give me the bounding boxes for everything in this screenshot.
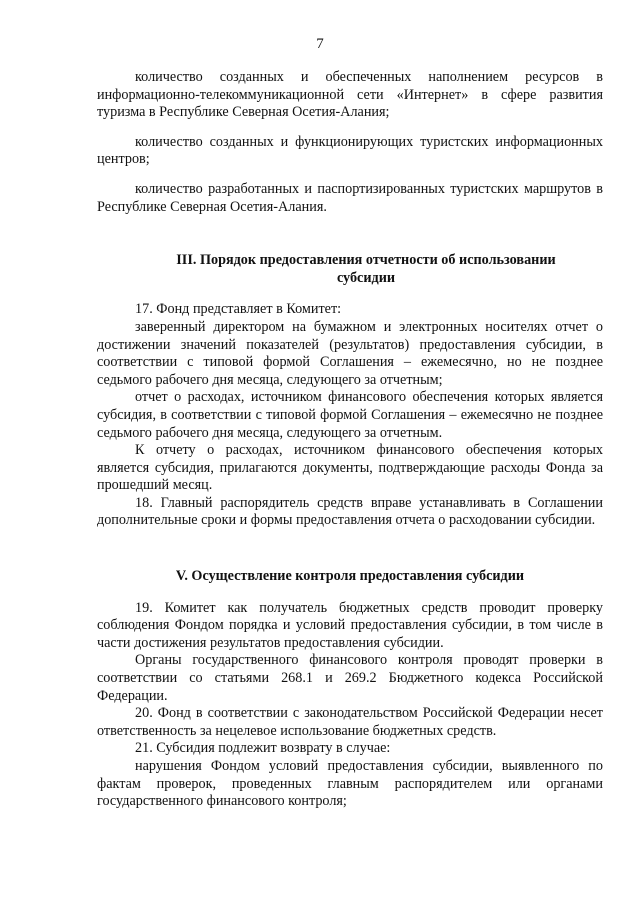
section-heading-wrap <box>97 252 603 287</box>
paragraph: 21. Субсидия подлежит возврату в случае: <box>135 740 391 757</box>
paragraph: количество созданных и функционирующих туристских информационных центров; <box>97 133 603 168</box>
document-body <box>97 69 603 811</box>
paragraph: 17. Фонд представляет в Комитет: <box>135 301 342 318</box>
paragraph: нарушения Фондом условий предоставления субсидии, выявленного по фактам проверок, проведенных главным распорядителем или органами государственного финансового контроля; <box>97 758 603 810</box>
paragraph: отчет о расходах, источником финансового обеспечения которых является субсидия, в соответствии с типовой формой Соглашения – ежемесячно не позднее седьмого рабочего дня месяца, следующего за отчетным. <box>97 389 603 441</box>
section-heading-3: III. Порядок предоставления отчетности об использовании субсидии <box>176 252 556 286</box>
section-heading-5: V. Осуществление контроля предоставления субсидии <box>175 568 525 585</box>
paragraph: 20. Фонд в соответствии с законодательством Российской Федерации несет ответственность за нецелевое использование бюджетных средств. <box>97 705 603 739</box>
paragraph: 19. Комитет как получатель бюджетных средств проводит проверку соблюдения Фондом порядка и условий предоставления субсидии, в том числе в части достижения результатов предоставления субсидии. <box>97 599 603 651</box>
paragraph: 18. Главный распорядитель средств вправе устанавливать в Соглашении дополнительные сроки и формы предоставления отчета о расходовании субсидии. <box>97 494 603 529</box>
paragraph: заверенный директором на бумажном и электронных носителях отчет о достижении значений показателей (результатов) предоставления субсидии, в соответствии с типовой формой Соглашения – ежемесячно, но не позднее седьмого рабочего дня месяца, следующего за отчетным; <box>97 318 603 388</box>
page-number: 7 <box>316 36 324 52</box>
paragraph: количество разработанных и паспортизированных туристских маршрутов в Республике Северная Осетия-Алания. <box>97 180 603 215</box>
paragraph: К отчету о расходах, источником финансового обеспечения которых является субсидия, прилагаются документы, подтверждающие расходы Фонда за прошедший месяц. <box>97 442 603 494</box>
paragraph: Органы государственного финансового контроля проводят проверки в соответствии со статьями 268.1 и 269.2 Бюджетного кодекса Российской Федерации. <box>97 652 603 704</box>
paragraph: количество созданных и обеспеченных наполнением ресурсов в информационно-телекоммуникационной сети «Интернет» в сфере развития туризма в Республике Северная Осетия-Алания; <box>97 69 603 121</box>
